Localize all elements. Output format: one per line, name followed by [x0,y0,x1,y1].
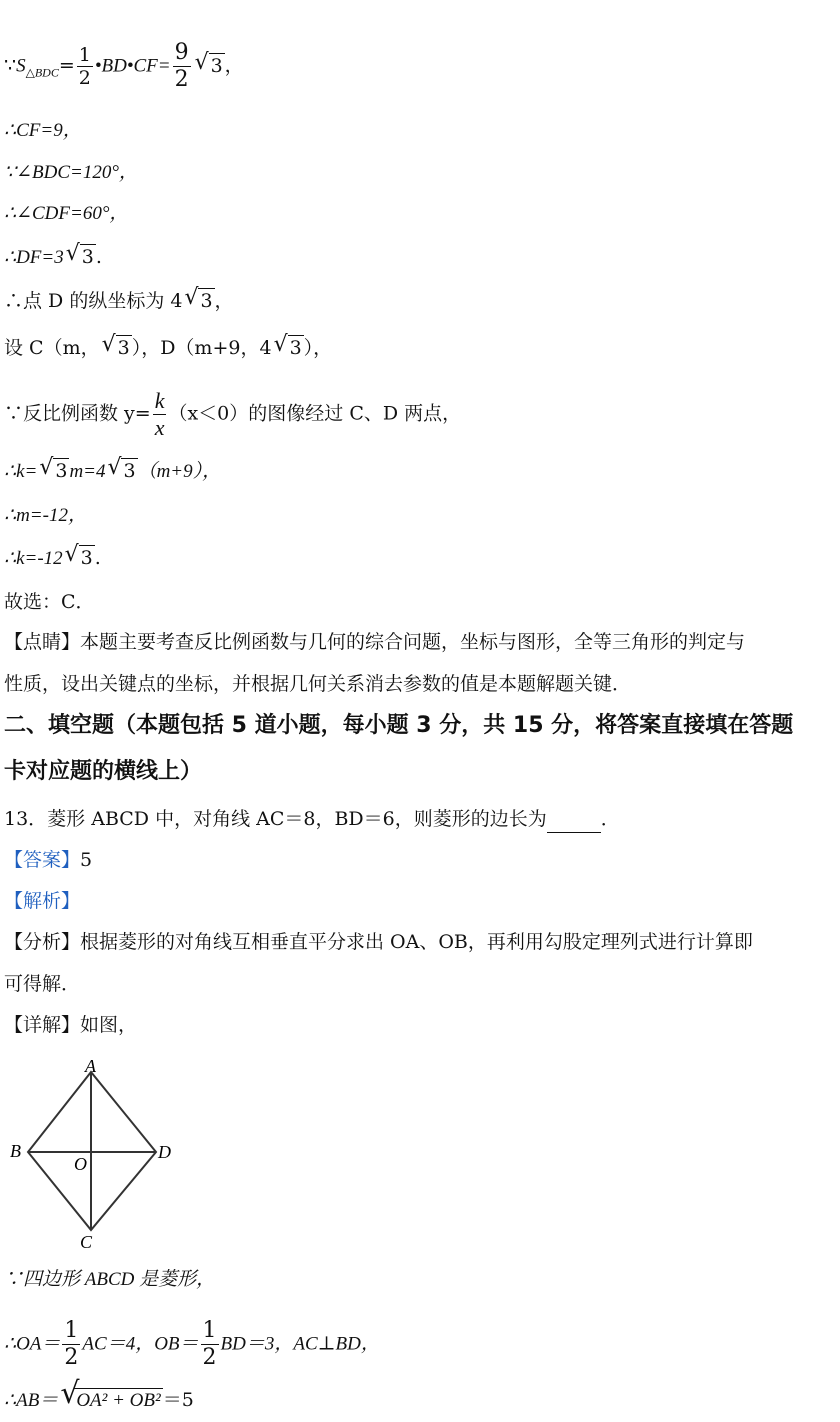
question-13: 13．菱形 ABCD 中，对角线 AC＝8，BD＝6，则菱形的边长为 ． [4,805,620,833]
product-text: •BD•CF= [94,55,171,77]
analysis-label: 【解析】 [4,890,81,912]
label-d: D [158,1142,171,1162]
sqrt-three: √ 3 [194,49,223,77]
fenxi-line-1: 【分析】根据菱形的对角线互相垂直平分求出 OA、OB，再利用勾股定理列式进行计算即 [4,931,753,953]
line-inverse-function: ∵反比例函数 y= $\frac{k}{x}$ （x＜0）的图像经过 C、D 两点， [4,388,462,440]
fraction-half: $\frac{1}{2}$ [64,1318,79,1370]
line-angle-bdc: ∵∠BDC=120°， [4,162,138,183]
line-df: ∴DF=3 √ 3 . [4,243,102,272]
line-k-value: ∴k=-12 √ 3 . [4,544,101,573]
solution-line-1: ∵四边形 ABCD 是菱形， [4,1269,216,1290]
label-o: O [74,1154,87,1174]
fraction-half: $\frac{1}{2}$ [78,44,91,89]
line-angle-cdf: ∴∠CDF=60°， [4,203,129,224]
line-d-ordinate: ∴点 D 的纵坐标为 4 √ 3 ， [4,287,234,315]
line-set-coords: 设 C（m， √ 3 ），D（m+9，4 √ 3 ）， [4,334,332,362]
solution-line-3: ∴AB＝ √ OA² + OB² ＝5 [4,1386,194,1415]
since-symbol: ∵ [4,54,17,77]
sqrt-three: √ 3 [101,332,130,359]
line-comment-2: 性质，设出关键点的坐标，并根据几何关系消去参数的值是本题解题关键． [4,673,632,695]
line-k-equation: ∴k= √ 3 m=4 √ 3 （m+9）， [4,457,221,486]
answer-line [4,846,92,874]
sqrt-three: √ 3 [64,542,93,569]
fraction-half: $\frac{1}{2}$ [202,1318,217,1370]
xiangjie-line: 【详解】如图， [4,1014,138,1036]
area-subscript: △BDC [25,65,59,80]
label-b: B [10,1141,21,1161]
line-comment-1: 【点睛】本题主要考查反比例函数与几何的综合问题，坐标与图形，全等三角形的判定与 [4,631,746,653]
label-c: C [80,1232,93,1248]
section-heading-1: 二、填空题（本题包括 5 道小题，每小题 3 分，共 15 分，将答案直接填在答题 [4,713,794,738]
area-symbol: S [16,55,26,77]
sqrt-three: √ 3 [273,332,302,359]
answer-blank [547,814,601,833]
line-m-value: ∴m=-12， [4,505,87,526]
line-s-bdc: $\because S_{\triangle BDC}=$ $\frac{1}{2}$ •BD•CF= $\frac{9}{2}$ √ 3 ， [4,40,244,92]
label-a: A [85,1058,96,1076]
answer-value: 5 [80,849,93,871]
line-cf: ∴CF=9， [4,120,82,141]
fenxi-line-2: 可得解． [4,973,81,995]
fraction-k-over-x: $\frac{k}{x}$ [154,388,165,440]
solution-line-2: ∴OA＝ $\frac{1}{2}$ AC＝4，OB＝ $\frac{1}{2}$ BD＝3，AC⊥BD， [4,1318,380,1370]
section-heading-2: 卡对应题的横线上） [4,759,203,784]
line-choice: 故选：C． [4,591,95,613]
answer-label: 【答案】 [4,849,81,871]
sqrt-three: √ 3 [65,241,94,268]
fraction-nine-half: $\frac{9}{2}$ [174,40,189,92]
sqrt-three: √ 3 [107,455,136,482]
sqrt-three: √ 3 [184,285,213,312]
sqrt-three: √ 3 [39,455,68,482]
rhombus-figure [8,1058,178,1248]
sqrt-pythagoras: √ OA² + OB² [60,1376,161,1411]
equals: = [58,54,75,77]
